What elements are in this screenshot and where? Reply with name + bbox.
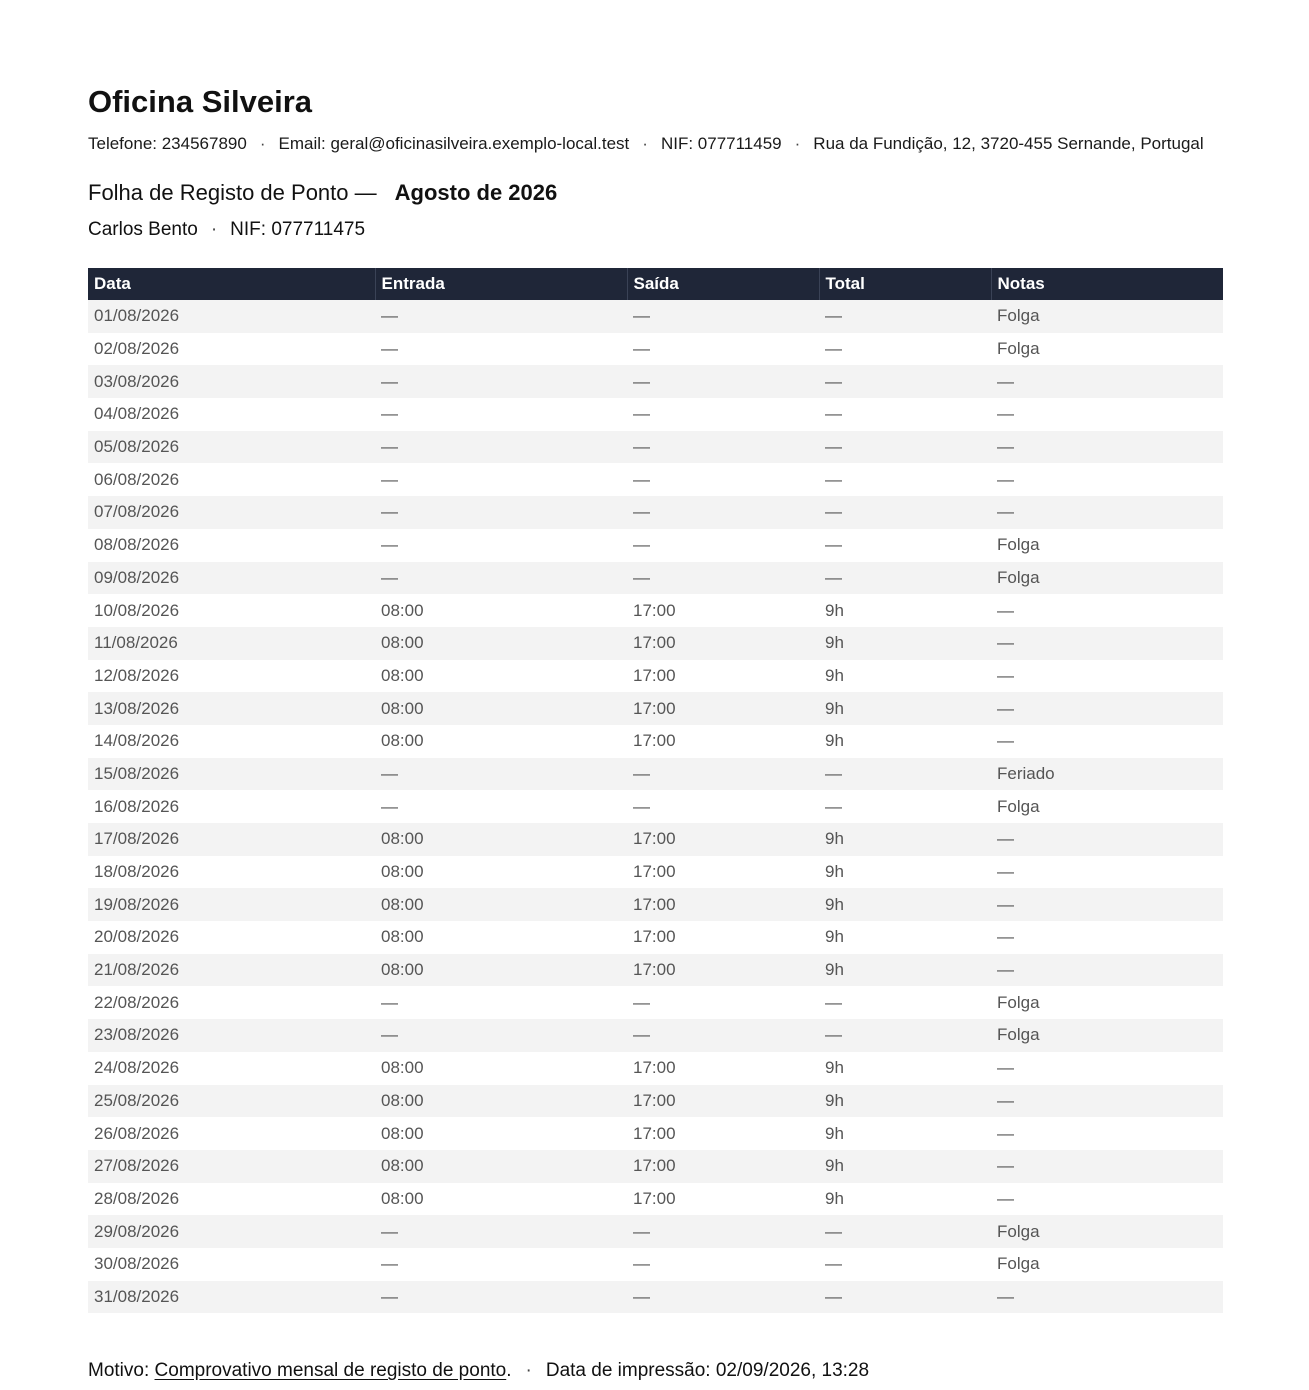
cell-total: — bbox=[819, 529, 991, 562]
cell-entrada: — bbox=[375, 758, 627, 791]
cell-saida: — bbox=[627, 398, 819, 431]
cell-notas: — bbox=[991, 1150, 1223, 1183]
table-row bbox=[88, 1248, 1223, 1281]
cell-saida: 17:00 bbox=[627, 660, 819, 693]
cell-entrada: — bbox=[375, 1019, 627, 1052]
cell-data: 07/08/2026 bbox=[88, 496, 375, 529]
cell-saida: — bbox=[627, 300, 819, 333]
table-row bbox=[88, 856, 1223, 889]
cell-saida: 17:00 bbox=[627, 725, 819, 758]
cell-data: 18/08/2026 bbox=[88, 856, 375, 889]
cell-data: 01/08/2026 bbox=[88, 300, 375, 333]
motivo-link[interactable]: Comprovativo mensal de registo de ponto bbox=[154, 1360, 507, 1381]
table-row bbox=[88, 496, 1223, 529]
cell-notas: — bbox=[991, 1085, 1223, 1118]
footer-line bbox=[88, 1360, 869, 1382]
table-row bbox=[88, 954, 1223, 987]
cell-total: — bbox=[819, 1019, 991, 1052]
cell-entrada: 08:00 bbox=[375, 954, 627, 987]
cell-entrada: 08:00 bbox=[375, 692, 627, 725]
table-row bbox=[88, 1150, 1223, 1183]
cell-total: — bbox=[819, 398, 991, 431]
cell-total: — bbox=[819, 1248, 991, 1281]
cell-total: — bbox=[819, 496, 991, 529]
cell-data: 08/08/2026 bbox=[88, 529, 375, 562]
cell-saida: — bbox=[627, 758, 819, 791]
cell-data: 19/08/2026 bbox=[88, 888, 375, 921]
cell-data: 09/08/2026 bbox=[88, 562, 375, 595]
sheet-month: Agosto de 2026 bbox=[394, 180, 558, 205]
print-date: Data de impressão: 02/09/2026, 13:28 bbox=[545, 1360, 870, 1381]
table-row bbox=[88, 1052, 1223, 1085]
table-row bbox=[88, 1215, 1223, 1248]
cell-entrada: 08:00 bbox=[375, 1150, 627, 1183]
table-row bbox=[88, 725, 1223, 758]
table-row bbox=[88, 888, 1223, 921]
cell-entrada: — bbox=[375, 496, 627, 529]
cell-notas: — bbox=[991, 921, 1223, 954]
cell-entrada: — bbox=[375, 790, 627, 823]
cell-total: 9h bbox=[819, 1117, 991, 1150]
cell-data: 31/08/2026 bbox=[88, 1281, 375, 1314]
cell-total: 9h bbox=[819, 627, 991, 660]
cell-notas: — bbox=[991, 856, 1223, 889]
cell-data: 15/08/2026 bbox=[88, 758, 375, 791]
employee-line bbox=[88, 219, 365, 241]
cell-notas: — bbox=[991, 1281, 1223, 1314]
cell-data: 02/08/2026 bbox=[88, 333, 375, 366]
cell-total: 9h bbox=[819, 692, 991, 725]
cell-entrada: — bbox=[375, 562, 627, 595]
cell-notas: — bbox=[991, 398, 1223, 431]
cell-entrada: — bbox=[375, 300, 627, 333]
cell-saida: 17:00 bbox=[627, 1085, 819, 1118]
cell-data: 25/08/2026 bbox=[88, 1085, 375, 1118]
cell-data: 06/08/2026 bbox=[88, 463, 375, 496]
cell-total: — bbox=[819, 300, 991, 333]
cell-entrada: — bbox=[375, 529, 627, 562]
cell-data: 14/08/2026 bbox=[88, 725, 375, 758]
cell-entrada: 08:00 bbox=[375, 627, 627, 660]
table-row bbox=[88, 1183, 1223, 1216]
sheet-title bbox=[88, 180, 557, 206]
cell-notas: — bbox=[991, 431, 1223, 464]
separator: · bbox=[525, 1360, 532, 1381]
company-email: Email: geral@oficinasilveira.exemplo-local.test bbox=[278, 134, 630, 153]
column-header-saida: Saída bbox=[627, 268, 819, 300]
employee-name: Carlos Bento bbox=[88, 219, 198, 240]
cell-notas: Folga bbox=[991, 790, 1223, 823]
cell-data: 17/08/2026 bbox=[88, 823, 375, 856]
cell-total: — bbox=[819, 1215, 991, 1248]
table-header-row bbox=[88, 268, 1223, 300]
cell-data: 16/08/2026 bbox=[88, 790, 375, 823]
cell-notas: — bbox=[991, 463, 1223, 496]
cell-total: 9h bbox=[819, 921, 991, 954]
table-row bbox=[88, 562, 1223, 595]
cell-entrada: 08:00 bbox=[375, 823, 627, 856]
cell-total: — bbox=[819, 562, 991, 595]
cell-notas: Folga bbox=[991, 1248, 1223, 1281]
table-row bbox=[88, 1019, 1223, 1052]
cell-total: 9h bbox=[819, 1052, 991, 1085]
cell-notas: Feriado bbox=[991, 758, 1223, 791]
cell-notas: Folga bbox=[991, 562, 1223, 595]
table-row bbox=[88, 692, 1223, 725]
cell-entrada: 08:00 bbox=[375, 1052, 627, 1085]
cell-saida: 17:00 bbox=[627, 921, 819, 954]
cell-saida: — bbox=[627, 333, 819, 366]
cell-notas: — bbox=[991, 496, 1223, 529]
company-phone: Telefone: 234567890 bbox=[88, 134, 247, 153]
cell-data: 24/08/2026 bbox=[88, 1052, 375, 1085]
cell-data: 05/08/2026 bbox=[88, 431, 375, 464]
column-header-entrada: Entrada bbox=[375, 268, 627, 300]
cell-entrada: 08:00 bbox=[375, 888, 627, 921]
cell-saida: — bbox=[627, 529, 819, 562]
cell-data: 13/08/2026 bbox=[88, 692, 375, 725]
table-row bbox=[88, 921, 1223, 954]
cell-saida: 17:00 bbox=[627, 823, 819, 856]
cell-saida: 17:00 bbox=[627, 856, 819, 889]
cell-saida: — bbox=[627, 1019, 819, 1052]
table-row bbox=[88, 300, 1223, 333]
cell-total: — bbox=[819, 365, 991, 398]
cell-data: 10/08/2026 bbox=[88, 594, 375, 627]
table-row bbox=[88, 1085, 1223, 1118]
cell-saida: — bbox=[627, 986, 819, 1019]
cell-total: 9h bbox=[819, 1183, 991, 1216]
cell-total: — bbox=[819, 463, 991, 496]
cell-saida: 17:00 bbox=[627, 1150, 819, 1183]
cell-notas: — bbox=[991, 627, 1223, 660]
cell-total: 9h bbox=[819, 660, 991, 693]
cell-saida: 17:00 bbox=[627, 888, 819, 921]
cell-saida: 17:00 bbox=[627, 1183, 819, 1216]
separator: · bbox=[794, 134, 801, 153]
cell-total: — bbox=[819, 333, 991, 366]
cell-entrada: 08:00 bbox=[375, 856, 627, 889]
cell-total: 9h bbox=[819, 1150, 991, 1183]
cell-notas: — bbox=[991, 823, 1223, 856]
table-body bbox=[88, 300, 1223, 1313]
cell-entrada: — bbox=[375, 431, 627, 464]
table-row bbox=[88, 365, 1223, 398]
cell-notas: — bbox=[991, 365, 1223, 398]
column-header-total: Total bbox=[819, 268, 991, 300]
cell-total: 9h bbox=[819, 1085, 991, 1118]
cell-data: 30/08/2026 bbox=[88, 1248, 375, 1281]
cell-total: — bbox=[819, 758, 991, 791]
cell-data: 11/08/2026 bbox=[88, 627, 375, 660]
table-row bbox=[88, 594, 1223, 627]
cell-notas: Folga bbox=[991, 529, 1223, 562]
company-contact-line bbox=[88, 134, 1204, 154]
cell-total: 9h bbox=[819, 888, 991, 921]
cell-entrada: — bbox=[375, 333, 627, 366]
cell-notas: — bbox=[991, 725, 1223, 758]
cell-total: — bbox=[819, 1281, 991, 1314]
timesheet-table bbox=[88, 268, 1223, 1313]
cell-total: — bbox=[819, 986, 991, 1019]
cell-entrada: — bbox=[375, 986, 627, 1019]
table-row bbox=[88, 823, 1223, 856]
employee-nif: NIF: 077711475 bbox=[230, 219, 366, 240]
cell-saida: — bbox=[627, 1248, 819, 1281]
table-row bbox=[88, 986, 1223, 1019]
cell-notas: — bbox=[991, 594, 1223, 627]
cell-entrada: — bbox=[375, 365, 627, 398]
cell-saida: 17:00 bbox=[627, 1117, 819, 1150]
cell-saida: 17:00 bbox=[627, 692, 819, 725]
cell-saida: — bbox=[627, 1215, 819, 1248]
cell-saida: — bbox=[627, 463, 819, 496]
table-row bbox=[88, 463, 1223, 496]
table-row bbox=[88, 790, 1223, 823]
cell-notas: — bbox=[991, 692, 1223, 725]
cell-entrada: 08:00 bbox=[375, 725, 627, 758]
column-header-data: Data bbox=[88, 268, 375, 300]
table-row bbox=[88, 529, 1223, 562]
cell-notas: — bbox=[991, 1183, 1223, 1216]
cell-notas: — bbox=[991, 888, 1223, 921]
cell-entrada: 08:00 bbox=[375, 660, 627, 693]
cell-saida: 17:00 bbox=[627, 1052, 819, 1085]
cell-data: 22/08/2026 bbox=[88, 986, 375, 1019]
sheet-title-label: Folha de Registo de Ponto — bbox=[88, 180, 377, 205]
table-row bbox=[88, 1281, 1223, 1314]
table-row bbox=[88, 758, 1223, 791]
cell-data: 26/08/2026 bbox=[88, 1117, 375, 1150]
cell-entrada: 08:00 bbox=[375, 1085, 627, 1118]
cell-total: 9h bbox=[819, 856, 991, 889]
cell-notas: Folga bbox=[991, 1019, 1223, 1052]
cell-saida: 17:00 bbox=[627, 627, 819, 660]
cell-notas: Folga bbox=[991, 333, 1223, 366]
company-name: Oficina Silveira bbox=[88, 84, 312, 119]
cell-data: 04/08/2026 bbox=[88, 398, 375, 431]
cell-notas: Folga bbox=[991, 300, 1223, 333]
cell-entrada: 08:00 bbox=[375, 921, 627, 954]
separator: · bbox=[210, 219, 218, 240]
cell-data: 12/08/2026 bbox=[88, 660, 375, 693]
cell-data: 21/08/2026 bbox=[88, 954, 375, 987]
table-header bbox=[88, 268, 1223, 300]
cell-data: 03/08/2026 bbox=[88, 365, 375, 398]
cell-notas: — bbox=[991, 954, 1223, 987]
separator: · bbox=[642, 134, 648, 153]
separator: · bbox=[259, 134, 266, 153]
cell-total: 9h bbox=[819, 954, 991, 987]
cell-total: 9h bbox=[819, 725, 991, 758]
cell-notas: Folga bbox=[991, 1215, 1223, 1248]
cell-saida: 17:00 bbox=[627, 594, 819, 627]
company-address: Rua da Fundição, 12, 3720-455 Sernande, Portugal bbox=[813, 134, 1204, 153]
cell-saida: — bbox=[627, 431, 819, 464]
column-header-notas: Notas bbox=[991, 268, 1223, 300]
cell-saida: 17:00 bbox=[627, 954, 819, 987]
cell-notas: — bbox=[991, 1117, 1223, 1150]
cell-data: 23/08/2026 bbox=[88, 1019, 375, 1052]
company-nif: NIF: 077711459 bbox=[660, 134, 782, 153]
cell-notas: — bbox=[991, 1052, 1223, 1085]
cell-notas: Folga bbox=[991, 986, 1223, 1019]
cell-saida: — bbox=[627, 1281, 819, 1314]
cell-entrada: 08:00 bbox=[375, 594, 627, 627]
table-row bbox=[88, 431, 1223, 464]
cell-total: — bbox=[819, 431, 991, 464]
cell-entrada: — bbox=[375, 398, 627, 431]
cell-data: 27/08/2026 bbox=[88, 1150, 375, 1183]
motivo-label: Motivo: bbox=[88, 1360, 150, 1381]
cell-entrada: 08:00 bbox=[375, 1117, 627, 1150]
cell-saida: — bbox=[627, 496, 819, 529]
table-row bbox=[88, 398, 1223, 431]
cell-data: 20/08/2026 bbox=[88, 921, 375, 954]
cell-total: 9h bbox=[819, 823, 991, 856]
cell-entrada: 08:00 bbox=[375, 1183, 627, 1216]
cell-entrada: — bbox=[375, 1215, 627, 1248]
cell-saida: — bbox=[627, 365, 819, 398]
cell-entrada: — bbox=[375, 463, 627, 496]
cell-entrada: — bbox=[375, 1281, 627, 1314]
table-row bbox=[88, 627, 1223, 660]
cell-total: 9h bbox=[819, 594, 991, 627]
cell-data: 29/08/2026 bbox=[88, 1215, 375, 1248]
cell-total: — bbox=[819, 790, 991, 823]
cell-notas: — bbox=[991, 660, 1223, 693]
table-row bbox=[88, 333, 1223, 366]
cell-entrada: — bbox=[375, 1248, 627, 1281]
table-row bbox=[88, 1117, 1223, 1150]
cell-data: 28/08/2026 bbox=[88, 1183, 375, 1216]
cell-saida: — bbox=[627, 562, 819, 595]
cell-saida: — bbox=[627, 790, 819, 823]
motivo-period: . bbox=[506, 1360, 512, 1381]
table-row bbox=[88, 660, 1223, 693]
